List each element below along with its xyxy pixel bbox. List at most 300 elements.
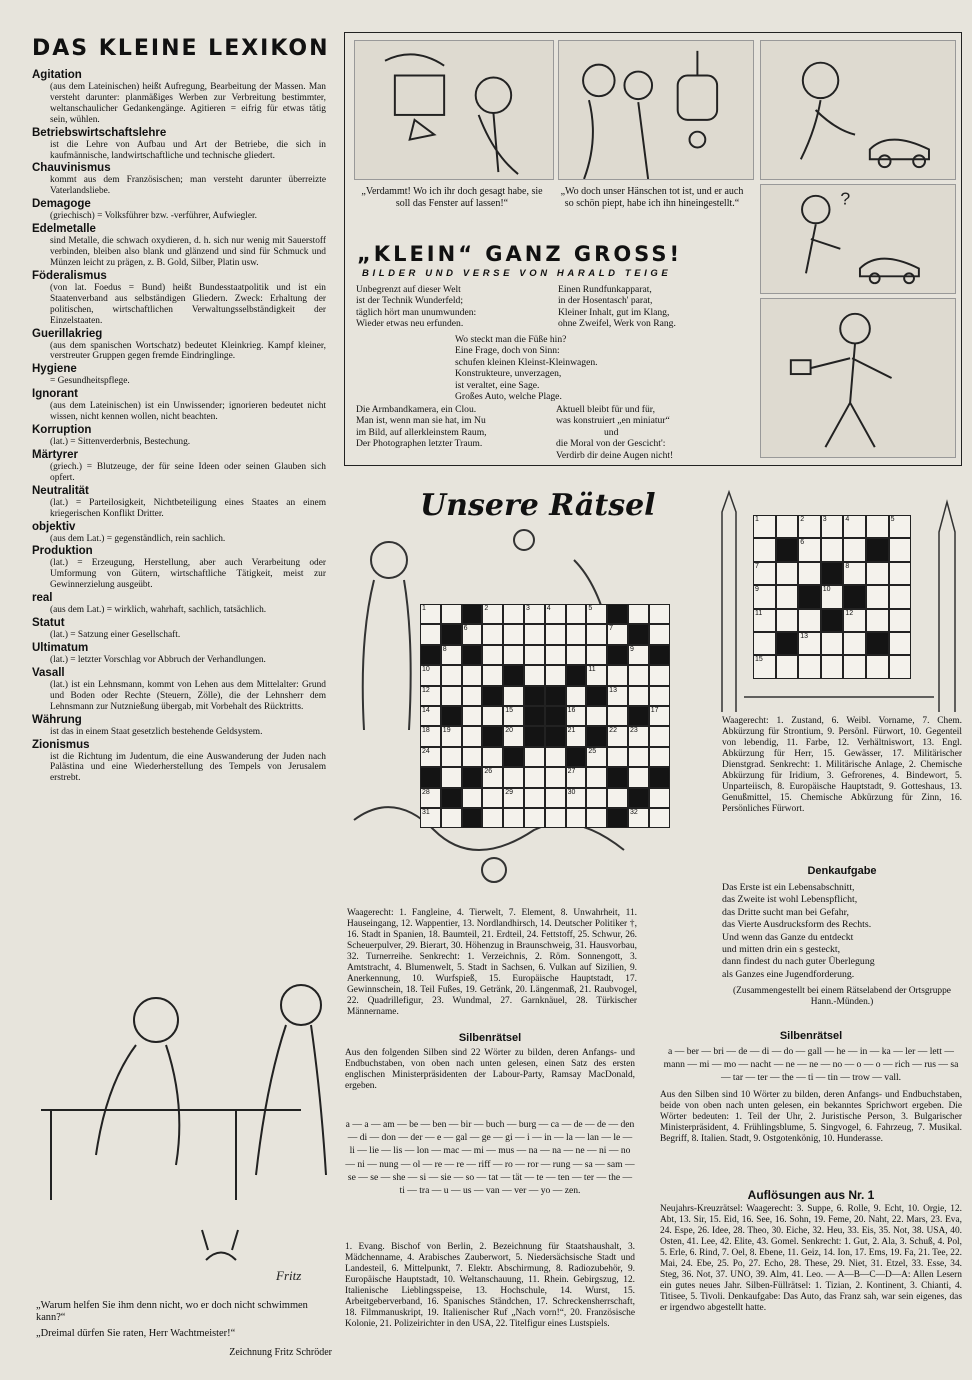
crossword-cell xyxy=(866,632,889,655)
aufloesungen-text: Neujahrs-Kreuzrätsel: Waagerecht: 3. Suppe, 6. Rolle, 9. Echt, 10. Orgie, 12. Abt, 13. Sir, 15. Eid, 16. See, 16. Sohn, 19. Feme, 20. Naht, 22. Mars, 23. Eva, 24. Espe, 26. Idee, 28. Theo, 30. Eiche, 32. Heu, 33. Eis, 35. Not, 38. USA, 40. Osten, 41. Lee, 42. Elite, 43. Gomel. Senkrecht: 1. Gut, 2. Ala, 3. Schuß, 4. Pol, 5. Erle, 6. Rind, 7. Oel, 8. Ebene, 11. Geiz, 14. Ion, 17. Ems, 19. Fa, 21. Tee, 22. Mai, 24. Ebe, 25. Po, 27. Echo, 28. These, 29. Niet, 31. Etzel, 33. Esse, 34. Steg, 36. Not, 37. UNO, 39. Alm, 41. Leo. — A—B—C—D—A: Allen Lesern ein gutes neues Jahr. Silben-Füllrätsel: 1. Tizian, 2. Kontinent, 3. Chianti, 4. Titisee, 5. Tivoli. Denkaufgabe: Das Auto, das Franz sah, war sein eigenes, das er irgendwo abgestellt hatte. xyxy=(660,1204,962,1313)
crossword-cell xyxy=(776,632,799,655)
lexikon-definition: kommt aus dem Französischen; man versteht darunter überreizte Vaterlandsliebe. xyxy=(50,175,326,197)
crossword-cell xyxy=(566,706,587,726)
crossword-cell xyxy=(420,767,441,787)
crossword-cell xyxy=(628,788,649,808)
crossword-cell xyxy=(607,747,628,767)
lexikon-definition: (lat.) = Parteilosigkeit, Nichtbeteiligung eines Staates an einem kriegerischen Konflikt Dritter. xyxy=(50,497,326,519)
lexikon-definition: (aus dem Lat.) = gegenständlich, rein sachlich. xyxy=(50,533,226,544)
crossword-cell xyxy=(866,515,889,538)
crossword-cell xyxy=(607,604,628,624)
crossword-cell xyxy=(776,585,799,608)
cell-number: 13 xyxy=(800,632,808,640)
crossword-cell xyxy=(524,808,545,828)
crossword-cell xyxy=(586,726,607,746)
cell-number: 3 xyxy=(822,516,827,523)
cell-number: 27 xyxy=(567,768,576,776)
verse-2: Einen Rundfunkapparat, in der Hosentasch' parat, Kleiner Inhalt, gut im Klang, ohne Zweifel, Werk von Rang. xyxy=(558,284,676,330)
cartoon-window-bird xyxy=(354,40,554,180)
crossword-cell xyxy=(628,686,649,706)
crossword-cell xyxy=(798,562,821,585)
lexikon-term: Agitation xyxy=(32,69,82,81)
crossword-cell xyxy=(462,726,483,746)
crossword-cell xyxy=(503,604,524,624)
crossword-cell xyxy=(441,788,462,808)
crossword-cell xyxy=(462,604,483,624)
verse-1: Unbegrenzt auf dieser Welt ist der Technik Wunderfeld; täglich hört man unumwunden: Wieder etwas neu erfunden. xyxy=(356,284,477,330)
crossword-cell xyxy=(482,808,503,828)
lexikon-term: Betriebswirtschaftslehre xyxy=(32,126,167,139)
crossword-cell xyxy=(753,655,776,678)
crossword-cell xyxy=(441,808,462,828)
crossword-cell xyxy=(628,747,649,767)
cell-number: 5 xyxy=(588,605,593,612)
crossword-cell xyxy=(545,767,566,787)
cell-number: 11 xyxy=(755,609,763,617)
crossword-cell xyxy=(798,538,821,561)
crossword-cell xyxy=(607,788,628,808)
crossword-cell xyxy=(524,747,545,767)
cell-number: 11 xyxy=(588,666,596,674)
silbenraetsel-2-heading: Silbenrätsel xyxy=(779,1030,843,1042)
crossword-cell xyxy=(482,604,503,624)
lexikon-term: Korruption xyxy=(32,424,92,437)
crossword-cell xyxy=(798,585,821,608)
crossword-cell xyxy=(776,538,799,561)
cartoon-small-car-1 xyxy=(760,40,956,180)
crossword-cell xyxy=(649,604,670,624)
bottom-cartoon-credit: Zeichnung Fritz Schröder xyxy=(229,1347,332,1358)
cell-number: 9 xyxy=(755,586,759,594)
crossword-cell xyxy=(503,767,524,787)
crossword-cell xyxy=(441,604,462,624)
crossword-cell xyxy=(462,665,483,685)
cell-number: 24 xyxy=(422,747,430,755)
crossword-cell xyxy=(462,747,483,767)
crossword-cell xyxy=(545,747,566,767)
comic-caption-left: „Verdammt! Wo ich ihr doch gesagt habe, sie soll das Fenster auf lassen!“ xyxy=(361,186,543,209)
crossword-cell xyxy=(607,665,628,685)
crossword-cell xyxy=(545,686,566,706)
lexikon-definition: (lat.) ist ein Lehnsmann, kommt von Lehen aus dem Mittelalter: Grund und Boden oder Rechte (Steuern, Zölle), die der Lehnsherr dem Lehnsmann zur Nutznießung übergab, mit Vorbehalt des Rücktritts. xyxy=(50,679,326,712)
cell-number: 28 xyxy=(422,788,430,796)
comic-title: „KLEIN“ GANZ GROSS! xyxy=(357,242,683,266)
crossword-cell xyxy=(821,585,844,608)
crossword-cell xyxy=(503,726,524,746)
crossword-cell xyxy=(482,645,503,665)
comic-caption-right: „Wo doch unser Hänschen tot ist, und er auch so schön piept, habe ich ihn hineingestellt.“ xyxy=(560,186,744,209)
crossword-cell xyxy=(866,655,889,678)
denkaufgabe-note: (Zusammengestellt bei einem Rätselabend der Ortsgruppe Hann.-Münden.) xyxy=(733,986,951,1007)
silbenraetsel-2-text: Aus den Silben sind 10 Wörter zu bilden, deren Anfangs- und Endbuchstaben, beide von oben nach unten gelesen, ein bekanntes Sprichwort ergeben. Die Wörter bedeuten: 1. Teil der Uhr, 2. Juristische Person, 3. Bulgarischer Ministerpräsident, 4. Frühlingsblume, 5. Singvogel, 6. Fahrzeug, 7. Musikal. Begriff, 8. Italien. Stadt, 9. Ostgotenkönig, 10. Hunderasse. xyxy=(660,1090,962,1144)
crossword-cell xyxy=(524,645,545,665)
crossword-cell xyxy=(628,726,649,746)
crossword-cell xyxy=(586,665,607,685)
crossword-cell xyxy=(843,585,866,608)
crossword-cell xyxy=(566,726,587,746)
crossword-cell xyxy=(441,665,462,685)
crossword-cell xyxy=(798,655,821,678)
crossword-cell xyxy=(586,604,607,624)
crossword-cell xyxy=(482,747,503,767)
crossword-cell xyxy=(889,538,912,561)
cell-number: 19 xyxy=(442,727,451,735)
crossword-cell xyxy=(503,686,524,706)
crossword-cell xyxy=(566,686,587,706)
crossword-cell xyxy=(462,645,483,665)
lexikon-definition: (lat.) = Erzeugung, Herstellung, aber auch Verarbeitung oder Umformung von Gütern, wirtschaftliche Tätigkeit, meist zur Gewinnerzielung ausgeübt. xyxy=(50,558,326,591)
cell-number: 25 xyxy=(588,747,597,755)
crossword-cell xyxy=(628,808,649,828)
crossword-cell xyxy=(821,515,844,538)
lexikon-definition: (von lat. Foedus = Bund) heißt Bundesstaatpolitik und ist ein Staatenverband aus selbständigen Gliedern. Zweck: Erhaltung der politischen, wirtschaftlichen Verwaltungsselbständigkeit der Einzelstaaten. xyxy=(50,282,326,326)
crossword-cell xyxy=(628,665,649,685)
crossword-cell xyxy=(545,788,566,808)
crossword-cell xyxy=(566,645,587,665)
crossword-cell xyxy=(649,645,670,665)
lexikon-term: Chauvinismus xyxy=(32,162,111,175)
denkaufgabe-text: Das Erste ist ein Lebensabschnitt, das Zweite ist wohl Lebenspflicht, das Dritte sucht man bei Gefahr, das Vierte Ausdrucksform des Rechts. Und wenn das Ganze du entdeckt und mitten drin ein s gesteckt, dann findest du nach guter Überlegung als Ganzes eine Jugendforderung. xyxy=(722,882,875,980)
crossword-cell xyxy=(420,645,441,665)
crossword-cell xyxy=(607,686,628,706)
cell-number: 16 xyxy=(567,706,576,714)
lexikon-term: Vasall xyxy=(32,666,65,679)
cell-number: 4 xyxy=(845,516,850,523)
crossword-cell xyxy=(649,686,670,706)
cell-number: 15 xyxy=(755,656,763,664)
crossword-cell xyxy=(607,645,628,665)
cell-number: 13 xyxy=(609,686,617,694)
crossword-cell xyxy=(586,624,607,644)
crossword-cell xyxy=(866,585,889,608)
lexikon-term: Edelmetalle xyxy=(32,223,96,236)
crossword-cell xyxy=(821,562,844,585)
denkaufgabe-heading: Denkaufgabe xyxy=(807,865,877,877)
cell-number: 20 xyxy=(505,727,513,735)
crossword-cell xyxy=(566,604,587,624)
crossword-cell xyxy=(628,706,649,726)
crossword-cell xyxy=(566,747,587,767)
lexikon-term: Neutralität xyxy=(32,484,89,497)
crossword-cell xyxy=(586,686,607,706)
silbenraetsel-2-syllables: a — ber — bri — de — di — do — gall — he — in — ka — ler — lett — mann — mi — mo — nacht — ne — ne — no — o — o — rich — rus — sa — tar — ter — the — ti — tin — trow — vall. xyxy=(663,1046,959,1084)
crossword-cell xyxy=(649,808,670,828)
lexikon-definition: (lat.) = Satzung einer Gesellschaft. xyxy=(50,630,181,641)
crossword-cell xyxy=(586,645,607,665)
crossword-cell xyxy=(503,808,524,828)
lexikon-definition: (aus dem Lat.) = wirklich, wahrhaft, sachlich, tatsächlich. xyxy=(50,605,267,616)
cell-number: 23 xyxy=(629,727,638,735)
cell-number: 6 xyxy=(463,625,468,633)
crossword-cell xyxy=(566,767,587,787)
lexikon-definition: (lat.) = Sittenverderbnis, Bestechung. xyxy=(50,437,191,448)
crossword-cell xyxy=(524,665,545,685)
cell-number: 29 xyxy=(505,788,513,796)
crossword-cell xyxy=(420,604,441,624)
crossword-cell xyxy=(441,624,462,644)
crossword-cell xyxy=(649,624,670,644)
crossword-cell xyxy=(545,808,566,828)
crossword-cell xyxy=(889,515,912,538)
crossword-cell xyxy=(545,706,566,726)
crossword-cell xyxy=(441,767,462,787)
crossword-cell xyxy=(482,665,503,685)
crossword-cell xyxy=(503,624,524,644)
crossword-cell xyxy=(753,515,776,538)
crossword-cell xyxy=(420,686,441,706)
cell-number: 6 xyxy=(800,539,805,547)
crossword-cell xyxy=(889,632,912,655)
cartoon-man-walking xyxy=(760,298,956,458)
crossword-cell xyxy=(482,767,503,787)
crossword-cell xyxy=(462,767,483,787)
crossword-cell xyxy=(843,609,866,632)
cell-number: 2 xyxy=(800,516,805,523)
clues-grid-1: Waagerecht: 1. Fangleine, 4. Tierwelt, 7. Element, 8. Unwahrheit, 11. Hauseingang, 12. Wappentier, 13. Nordlandhirsch, 14. Deutscher Politiker †, 16. Stadt in Spanien, 18. Baumteil, 21. Erdteil, 24. Fettstoff, 25. Schwur, 26. Scheuerpulver, 29. Bierart, 30. Höhenzug in Braunschweig, 31. Hausvorbau, 32. Turnerreihe. Senkrecht: 1. Verzeichnis, 2. Röm. Sonnengott, 3. Amtstracht, 4. Blumenwelt, 5. Stadt in Sachsen, 6. Vulkan auf Sizilien, 9. Anerkennung, 10. Wurfspieß, 15. Europäische Hauptstadt, 17. Gewinnschein, 18. Teil Fußes, 19. Getränk, 20. Längenmaß, 21. Raubvogel, 22. Quadrillefigur, 23. Wundmal, 27. Garnknäuel, 28. Türkischer Männername. xyxy=(347,908,637,1017)
cell-number: 8 xyxy=(845,562,850,570)
svg-text:?: ? xyxy=(840,188,851,209)
lexikon-term: Ignorant xyxy=(32,388,78,401)
crossword-cell xyxy=(866,538,889,561)
crossword-cell xyxy=(798,632,821,655)
crossword-cell xyxy=(753,562,776,585)
cell-number: 12 xyxy=(422,686,430,694)
cartoon-birdcage xyxy=(558,40,754,180)
comic-subtitle: BILDER UND VERSE VON HARALD TEIGE xyxy=(362,268,672,279)
crossword-cell xyxy=(586,767,607,787)
crossword-cell xyxy=(753,632,776,655)
crossword-cell xyxy=(586,706,607,726)
crossword-cell xyxy=(586,747,607,767)
crossword-cell xyxy=(628,767,649,787)
crossword-cell xyxy=(843,538,866,561)
lexikon-term: Föderalismus xyxy=(32,269,107,282)
crossword-cell xyxy=(607,706,628,726)
crossword-cell xyxy=(586,808,607,828)
crossword-cell xyxy=(889,609,912,632)
crossword-cell xyxy=(566,788,587,808)
crossword-cell xyxy=(889,655,912,678)
crossword-cell xyxy=(843,515,866,538)
crossword-cell xyxy=(441,686,462,706)
crossword-cell xyxy=(482,788,503,808)
crossword-cell xyxy=(420,726,441,746)
lexikon-term: Guerillakrieg xyxy=(32,327,103,340)
cell-number: 10 xyxy=(422,666,430,674)
crossword-cell xyxy=(607,624,628,644)
crossword-cell xyxy=(462,808,483,828)
crossword-cell xyxy=(628,645,649,665)
cell-number: 7 xyxy=(755,562,759,570)
crossword-grid-1 xyxy=(420,604,670,828)
crossword-cell xyxy=(524,604,545,624)
cartoon-small-car-2 xyxy=(760,184,956,294)
lexikon-term: objektiv xyxy=(32,520,76,533)
crossword-cell xyxy=(503,788,524,808)
crossword-cell xyxy=(441,706,462,726)
crossword-cell xyxy=(649,726,670,746)
crossword-cell xyxy=(441,726,462,746)
cell-number: 7 xyxy=(609,625,614,633)
crossword-cell xyxy=(821,609,844,632)
cell-number: 3 xyxy=(525,605,530,612)
raetsel-title: Unsere Rätsel xyxy=(420,488,656,523)
cell-number: 8 xyxy=(442,645,447,653)
cell-number: 2 xyxy=(484,605,489,612)
silbenraetsel-1-intro: Aus den folgenden Silben sind 22 Wörter zu bilden, deren Anfangs- und Endbuchstaben, von oben nach unten gelesen, einen Satz des ersten englischen Ministerpräsidenten der Labour-Party, Ramsay MacDonald, ergeben. xyxy=(345,1048,635,1091)
crossword-cell xyxy=(798,609,821,632)
crossword-cell xyxy=(649,706,670,726)
cell-number: 32 xyxy=(629,808,638,816)
cell-number: 4 xyxy=(546,605,551,612)
bottom-cartoon-caption-1: „Warum helfen Sie ihm denn nicht, wo er doch nicht schwimmen kann?“ xyxy=(36,1300,308,1323)
crossword-cell xyxy=(649,747,670,767)
lexikon-term: real xyxy=(32,592,53,605)
cell-number: 12 xyxy=(845,609,854,617)
crossword-cell xyxy=(503,645,524,665)
lexikon-term: Währung xyxy=(32,713,82,726)
crossword-cell xyxy=(649,665,670,685)
crossword-cell xyxy=(420,747,441,767)
lexikon-term: Produktion xyxy=(32,545,93,558)
crossword-cell xyxy=(753,585,776,608)
crossword-cell xyxy=(420,706,441,726)
crossword-cell xyxy=(753,538,776,561)
crossword-cell xyxy=(482,686,503,706)
crossword-cell xyxy=(607,767,628,787)
crossword-cell xyxy=(628,624,649,644)
crossword-cell xyxy=(821,655,844,678)
crossword-cell xyxy=(420,665,441,685)
crossword-cell xyxy=(545,604,566,624)
crossword-cell xyxy=(649,767,670,787)
crossword-cell xyxy=(462,706,483,726)
silbenraetsel-1-clues: 1. Evang. Bischof von Berlin, 2. Bezeichnung für Staatshaushalt, 3. Mädchenname, 4. Arabisches Zauberwort, 5. Niedersächsische Stadt und Landesteil, 6. Mittelpunkt, 7. Elektr. Abschirmung, 8. Radiozubehör, 9. Europäische Hauptstadt, 10. Weltanschauung, 11. Rhein. Gebirgszug, 12. Italienische Lieblingsspeise, 13. Hochschule, 14. Wurst, 15. Arbeitgeberverband, 16. Spanisches Ständchen, 17. Schreckensherrschaft, 18. Filmmanuskript, 19. Italienischer Ruf „Nach vorn!“, 20. Französische Kolonie, 21. Polizeirichter in den USA, 22. Titelfigur eines Lustspiels. xyxy=(345,1242,635,1329)
crossword-cell xyxy=(776,515,799,538)
crossword-cell xyxy=(545,726,566,746)
crossword-cell xyxy=(482,726,503,746)
crossword-cell xyxy=(566,624,587,644)
crossword-cell xyxy=(821,538,844,561)
lexikon-term: Zionismus xyxy=(32,738,90,751)
cartoon-signature: Fritz xyxy=(276,1268,302,1283)
crossword-cell xyxy=(441,645,462,665)
lexikon-term: Ultimatum xyxy=(32,642,89,654)
crossword-cell xyxy=(503,747,524,767)
crossword-cell xyxy=(753,609,776,632)
lexikon-definition: (griechisch) = Volksführer bzw. -verführer, Aufwiegler. xyxy=(50,211,258,222)
crossword-cell xyxy=(776,609,799,632)
crossword-cell xyxy=(545,665,566,685)
lexikon-term: Demagoge xyxy=(32,198,91,211)
crossword-cell xyxy=(843,562,866,585)
crossword-cell xyxy=(866,609,889,632)
crossword-cell xyxy=(524,788,545,808)
verse-3: Wo steckt man die Füße hin? Eine Frage, doch von Sinn: schufen kleinen Kleinst-Kleinwagen. Konstrukteure, unverzagen, ist veraltet, eine Sage. Großes Auto, welche Plage. xyxy=(455,334,598,403)
crossword-cell xyxy=(843,655,866,678)
lexikon-definition: (lat.) = letzter Vorschlag vor Abbruch der Verhandlungen. xyxy=(50,655,266,665)
cell-number: 22 xyxy=(609,727,617,735)
crossword-cell xyxy=(607,808,628,828)
cell-number: 31 xyxy=(422,808,430,816)
cell-number: 26 xyxy=(484,768,493,776)
crossword-cell xyxy=(420,624,441,644)
verse-4: Die Armbandkamera, ein Clou. Man ist, wenn man sie hat, im Nu im Bild, auf allerkleinstem Raum, Der Photographen letzter Traum. xyxy=(356,404,487,450)
crossword-cell xyxy=(420,788,441,808)
crossword-cell xyxy=(843,632,866,655)
crossword-cell xyxy=(503,706,524,726)
crossword-cell xyxy=(420,808,441,828)
lexikon-definition: = Gesundheitspflege. xyxy=(50,376,130,387)
crossword-cell xyxy=(503,665,524,685)
cell-number: 1 xyxy=(422,605,426,612)
lexikon-definition: (griech.) = Blutzeuge, der für seine Ideen oder seinen Glauben sich opfert. xyxy=(50,461,326,483)
crossword-cell xyxy=(586,788,607,808)
cell-number: 15 xyxy=(505,706,513,714)
crossword-cell xyxy=(462,624,483,644)
crossword-cell xyxy=(545,624,566,644)
cell-number: 17 xyxy=(650,706,659,714)
crossword-cell xyxy=(441,747,462,767)
crossword-cell xyxy=(524,767,545,787)
crossword-cell xyxy=(607,726,628,746)
lexikon-term: Hygiene xyxy=(32,363,77,376)
clues-grid-2: Waagerecht: 1. Zustand, 6. Weibl. Vorname, 7. Chem. Abkürzung für Strontium, 9. Persönl. Fürwort, 10. Gegenteil von lebendig, 11. Farbe, 12. Verhältniswort, 13. Engl. Abkürzung für Herr, 15. Gewässer, 17. Militärischer Dienstgrad. Senkrecht: 1. Militärische Anlage, 2. Chemische Abkürzung für Iridium, 3. Gefrorenes, 4. Bindewort, 5. Unparteiisch, 8. Europäische Hauptstadt, 9. Gotteshaus, 13. Genußmittel, 15. Chemische Abkürzung für Zinn, 16. Persönliches Fürwort. xyxy=(722,716,962,814)
cell-number: 30 xyxy=(567,788,576,796)
crossword-cell xyxy=(889,585,912,608)
lexikon-title: DAS KLEINE LEXIKON xyxy=(32,36,330,61)
crossword-cell xyxy=(776,655,799,678)
crossword-cell xyxy=(462,788,483,808)
crossword-cell xyxy=(821,632,844,655)
crossword-cell xyxy=(566,665,587,685)
crossword-cell xyxy=(524,624,545,644)
crossword-cell xyxy=(524,706,545,726)
lexikon-definition: ist die Richtung im Judentum, die eine Auswanderung der Juden nach Palästina und eine Wiederherstellung des Tempels von Jerusalem erstrebt. xyxy=(50,751,326,784)
lexikon-definition: ist die Lehre von Aufbau und Art der Betriebe, die sich in kaufmännische, landwirtschaftliche und technische gliedert. xyxy=(50,139,326,161)
crossword-cell xyxy=(566,808,587,828)
crossword-cell xyxy=(866,562,889,585)
crossword-cell xyxy=(462,686,483,706)
crossword-cell xyxy=(482,706,503,726)
aufloesungen-heading: Auflösungen aus Nr. 1 xyxy=(747,1188,875,1202)
lexikon-term: Statut xyxy=(32,617,65,630)
cartoon-policeman-drowning xyxy=(36,960,332,1290)
crossword-cell xyxy=(628,604,649,624)
lexikon-list xyxy=(32,68,326,784)
cell-number: 21 xyxy=(567,727,576,735)
bottom-cartoon-caption-2: „Dreimal dürfen Sie raten, Herr Wachtmeister!“ xyxy=(36,1328,236,1339)
verse-5: Aktuell bleibt für und für, was konstruiert „en miniatur“ und die Moral von der Gescicht': Verdirb dir deine Augen nicht! xyxy=(556,404,674,461)
lexikon-definition: (aus dem Lateinischen) ist ein Unwissender; ignorieren bedeutet nicht wissen, nicht kennen wollen, nicht beachten. xyxy=(50,401,326,423)
cell-number: 9 xyxy=(629,645,634,653)
crossword-cell xyxy=(649,788,670,808)
crossword-cell xyxy=(482,624,503,644)
lexikon-definition: ist das in einem Staat gesetzlich bestehende Geldsystem. xyxy=(50,726,263,737)
silbenraetsel-1-heading: Silbenrätsel xyxy=(458,1032,522,1044)
crossword-cell xyxy=(524,726,545,746)
crossword-grid-2 xyxy=(753,515,911,679)
silbenraetsel-1-syllables: a — a — am — be — ben — bir — buch — burg — ca — de — de — den — di — don — der — e — gal — ge — gi — i — in — la — lan — le — li — lie — lis — lon — mac — mi — mus — na — na — ne — ni — no — ni — nung — ol — re — re — riff — ro — ror — rung — sa — sam — se — se — she — si — sie — so — tat — tät — te — ten — ter — the — ti — tra — u — us — van — ver — yo — zen. xyxy=(345,1119,635,1197)
cell-number: 18 xyxy=(422,727,430,735)
cell-number: 14 xyxy=(422,706,430,714)
crossword-cell xyxy=(545,645,566,665)
cell-number: 5 xyxy=(890,516,895,523)
crossword-cell xyxy=(524,686,545,706)
crossword-cell xyxy=(776,562,799,585)
crossword-cell xyxy=(889,562,912,585)
lexikon-term: Märtyrer xyxy=(32,448,79,461)
